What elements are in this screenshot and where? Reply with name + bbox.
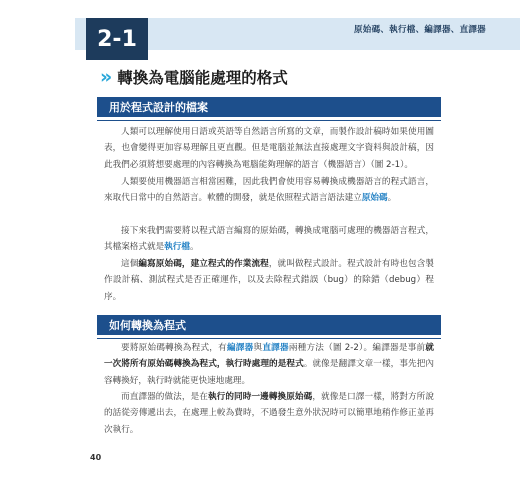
page-number: 40	[90, 453, 102, 462]
term-source-code: 原始碼	[361, 193, 388, 204]
paragraph: 人類可以理解使用日語或英語等自然語言所寫的文章，而製作設計稿時如果使用圖表，也會變得更加容易理解且更直觀。但是電腦並無法直接處理文字資料與設計稿，因此我們必須將想要處理的內容轉換為電腦能夠理解的語言（機器語言）（圖 2-1）。	[104, 127, 434, 170]
chapter-title-row	[100, 66, 288, 88]
paragraph: 而直譯器的做法，是在執行的同時一邊轉換原始碼，就像是口譯一樣，將對方所說的話從旁傳遞出去，在處理上較為費時，不過發生意外狀況時可以簡單地稍作修正並再次執行。	[104, 392, 434, 435]
term-compiler: 編譯器	[226, 343, 254, 353]
paragraph: 接下來我們需要將以程式語言編寫的原始碼，轉換成電腦可處理的機器語言程式，其檔案格式就是執行檔。	[104, 226, 434, 253]
section-heading-files: 用於程式設計的檔案	[97, 97, 441, 117]
header-keywords: 原始碼、執行檔、編譯器、直譯器	[353, 25, 486, 35]
term-interpreter: 直譯器	[262, 343, 289, 353]
compiler-emphasis: 就一次將所有原始碼轉換為程式，執行時處理的是程式	[104, 343, 434, 370]
page-title: 轉換為電腦能處理的格式	[117, 69, 288, 87]
term-programming: 編寫原始碼，建立程式的作業流程	[138, 259, 269, 269]
interpreter-emphasis: 執行的同時一邊轉換原始碼	[207, 392, 313, 402]
section-heading-conversion: 如何轉換為程式	[97, 315, 441, 335]
double-chevron-icon: »	[100, 66, 110, 88]
paragraph: 人類要使用機器語言相當困難，因此我們會使用容易轉換成機器語言的程式語言，來取代日常中的自然語言。軟體的開發，就是依照程式語言語法建立原始碼。	[104, 177, 434, 204]
term-executable: 執行檔	[164, 242, 190, 253]
paragraph: 這個編寫原始碼，建立程式的作業流程，就叫做程式設計。程式設計有時也包含製作設計稿、測試程式是否正確運作，以及去除程式錯誤（bug）的除錯（debug）程序。	[104, 259, 434, 302]
paragraph: 要將原始碼轉換為程式，有編譯器與直譯器兩種方法（圖 2-2）。編譯器是事前就一次將所有原始碼轉換為程式，執行時處理的是程式。就像是翻譯文章一樣，事先把內容轉換好，執行時就能更快速地處理。	[104, 343, 434, 386]
section-number-badge: 2-1	[86, 18, 148, 60]
